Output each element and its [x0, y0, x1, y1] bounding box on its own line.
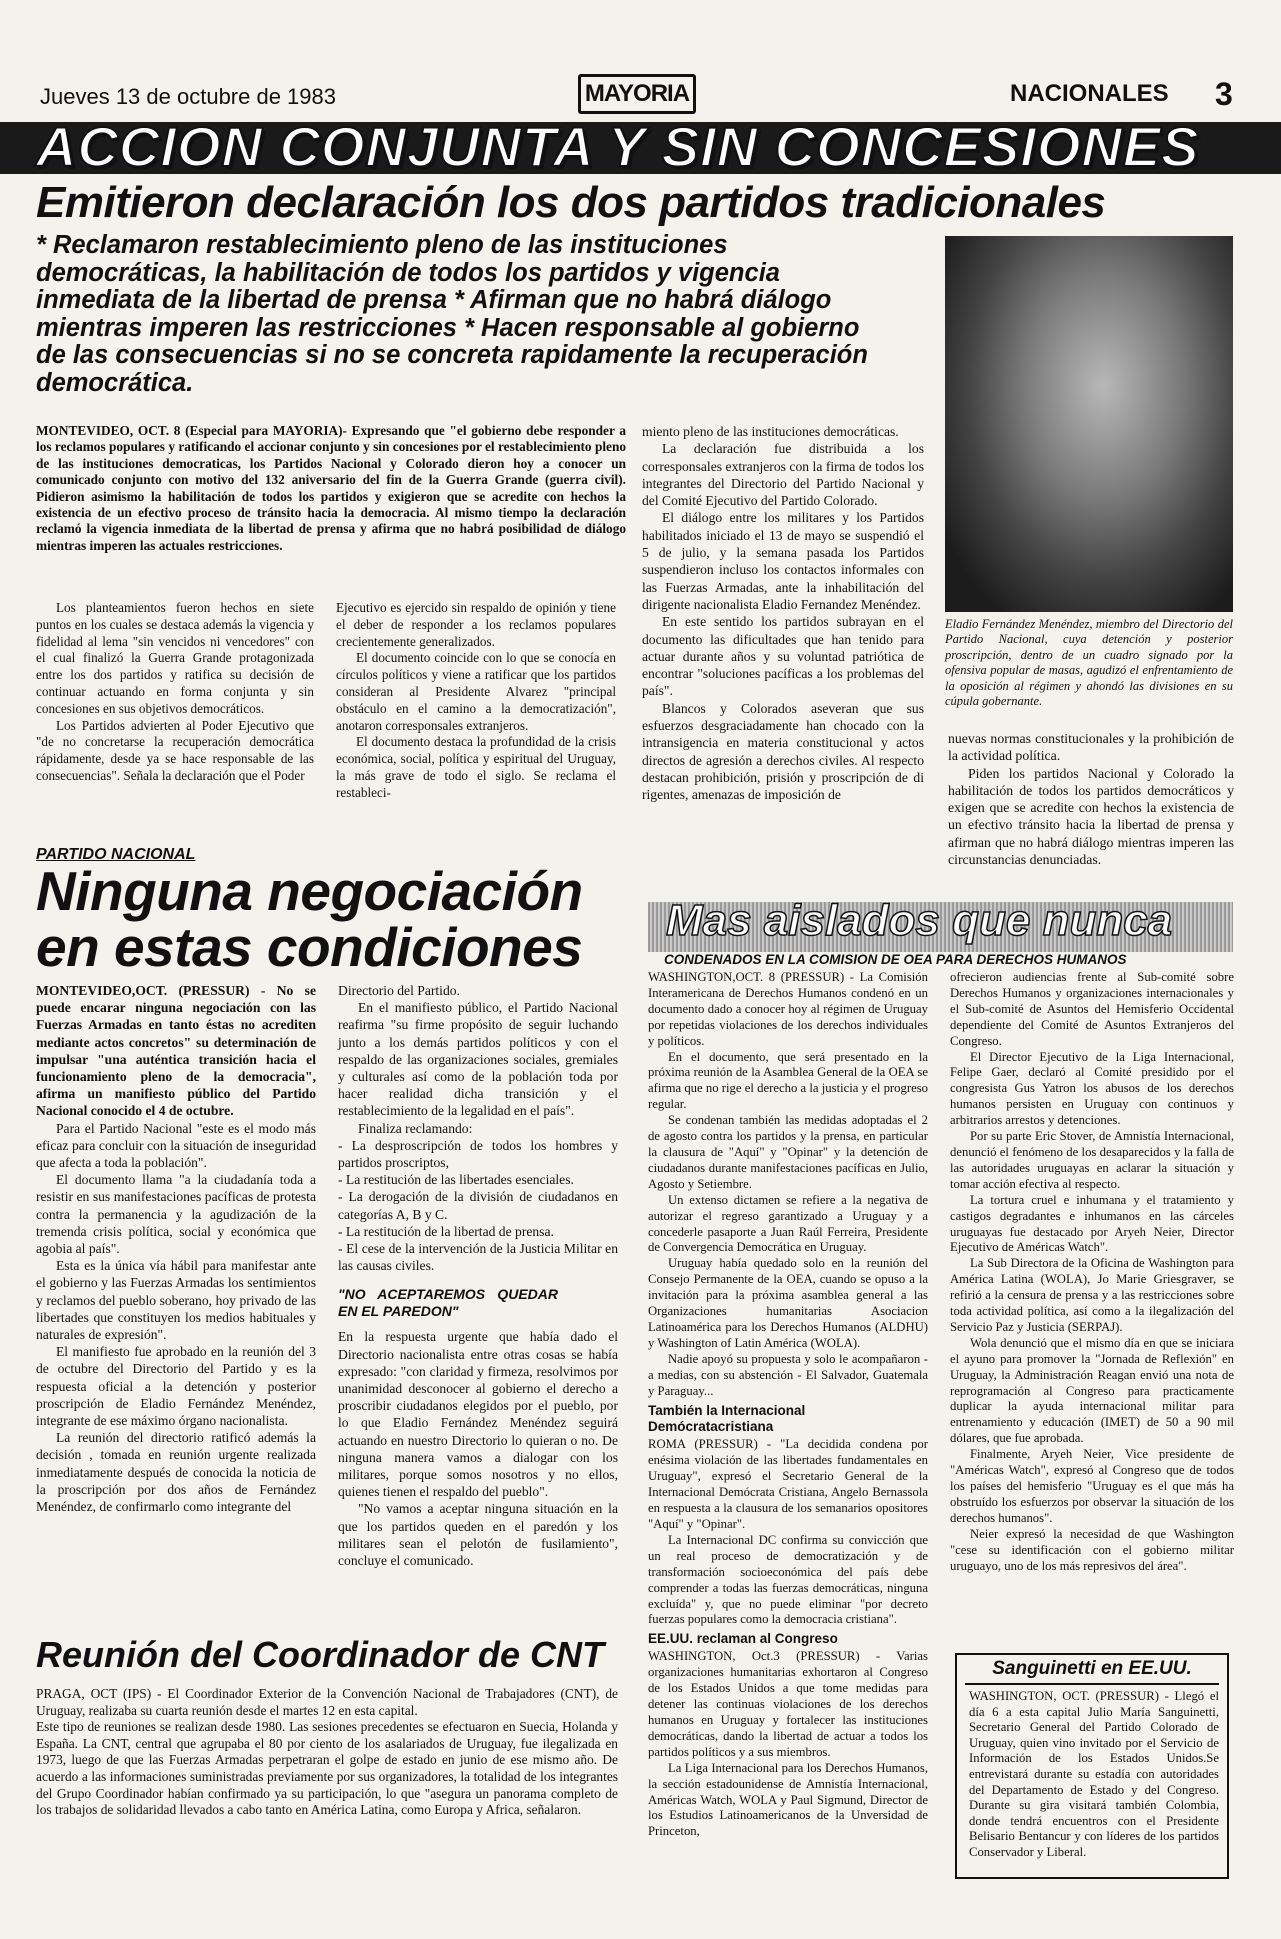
paredon-subhead: "NO ACEPTAREMOS QUEDAR EN EL PAREDON" — [338, 1286, 558, 1320]
aislados-col1 — [648, 970, 928, 1840]
paragraph: En el documento, que será presentado en la próxima reunión de la Asamblea General de la OEA se afirma que no rige el derecho a la justicia y el progreso regular. — [648, 1049, 928, 1112]
sanguinetti-headline: Sanguinetti en EE.UU. — [965, 1655, 1219, 1685]
paragraph: La Liga Internacional para los Derechos Humanos, la sección estadounidense de Amnistía Internacional, Américas Watch, WOLA y Paul Sigmund, Director de los Estudios Latinoamericanos de la Unversidad de Princeton, — [648, 1760, 928, 1839]
partido-nacional-headline-1: Ninguna negociación — [36, 860, 583, 922]
paragraph: Blancos y Colorados aseveran que sus esfuerzos desgraciadamente han chocado con la intransigencia en materia constitucional y actos directos de agresión a derechos civiles. Al respecto destacan prohibición, prisión y proscripción de di rigentes, amenazas de imposición de — [642, 700, 924, 803]
paragraph: Neier expresó la necesidad de que Washington "cese su identificación con el gobierno militar uruguayo, uno de los más represivos del área". — [950, 1526, 1234, 1573]
cnt-headline: Reunión del Coordinador de CNT — [36, 1634, 604, 1675]
main-col1 — [36, 600, 314, 785]
paragraph: Este tipo de reuniones se realizan desde 1980. Las sesiones precedentes se efectuaron en Suecia, Holanda y España. La CNT, central que agrupaba el 80 por ciento de los asalariados de Uruguay, fue ilegalizada en 1973, luego de que las Fuerzas Armadas perpetraran el golpe de estado en junio de ese mismo año. De acuerdo a las informaciones suministradas previamente por sus organizadores, la totalidad de los integrantes del Grupo Coordinador habían confirmado ya su participación, lo que "asegura un panorama completo de los trabajos de solidaridad llevados a cabo tanto en América Latina, como Europa y Africa, señalaron. — [36, 1719, 618, 1818]
banner-headline: ACCION CONJUNTA Y SIN CONCESIONES — [36, 115, 1200, 178]
list-item: - La derogación de la división de ciudadanos en categorías A, B y C. — [338, 1189, 618, 1222]
aislados-headline: Mas aislados que nunca — [666, 896, 1173, 945]
paragraph: En este sentido los partidos subrayan en el documento las dificultades que han tenido para actuar durante años y su voluntad patriótica de encontrar "soluciones pacíficas a los problemas del país". — [642, 614, 924, 699]
partido-nacional-col2 — [338, 982, 618, 1569]
paragraph: La Sub Directora de la Oficina de Washington para América Latina (WOLA), Jo Marie Griesgraver, se refirió a la censura de prensa y a las restricciones sobre toda actividad política, así como a la ilegalización del Servicio Paz y Justicia (SERPAJ). — [950, 1256, 1234, 1334]
paragraph: Uruguay había quedado solo en la reunión del Consejo Permanente de la OEA, cuando se opuso a la invitación para la próxima asamblea general a las Organizaciones humanitarias Asociacion Latinoamérica para los Derechos Humanos (ALDHU) y Washington of Latin América (WOLA). — [648, 1256, 928, 1350]
paragraph: miento pleno de las instituciones democráticas. — [642, 424, 899, 439]
paragraph: Nadie apoyó su propuesta y solo le acompañaron - a medias, con su abstención - El Salvador, Guatemala y Paraguay... — [648, 1351, 928, 1398]
partido-nacional-headline-2: en estas condiciones — [36, 916, 583, 978]
paragraph: La Internacional DC confirma su convicción que un real proceso de democratización y de transformación socioeconómica del país debe comprender a todas las fuerzas democráticas, ninguna excluída" y, que no puede eliminar "por decreto fuerzas populares como la democracia cristiana". — [648, 1532, 928, 1627]
sanguinetti-body: WASHINGTON, OCT. (PRESSUR) - Llegó el día 6 a esta capital Julio María Sanguinetti, Secretario General del Partido Colorado de Uruguay, quien vino invitado por el Servicio de Información de los Estados Unidos.Se entrevistará durante su estadía con autoridades del Departamento de Estado y del Congreso. Durante su gira visitará también Colombia, donde tendrá encuentros con el Presidente Belisario Bentancur y con líderes de los partidos Conservador y Liberal. — [969, 1689, 1219, 1859]
paragraph: PRAGA, OCT (IPS) - El Coordinador Exterior de la Convención Nacional de Trabajadores (CNT), de Uruguay, realizaba su cuarta reunión desde el martes 12 en esta capital. — [36, 1686, 618, 1718]
paragraph: Piden los partidos Nacional y Colorado la habilitación de todos los partidos democráticos y exigen que se acredite con hechos la existencia de un efectivo tránsito hacia la libertad de prensa y afirman que no habrá diálogo mientras imperen las circunstancias denunciadas. — [948, 765, 1234, 868]
eeuu-congreso-subhead: EE.UU. reclaman al Congreso — [648, 1631, 838, 1647]
paragraph: El diálogo entre los militares y los Partidos habilitados iniciado el 13 de mayo se suspendió el 5 de julio, y la semana pasada los Partidos suspendieron incluso los contactos informales con las Fuerzas Armadas, ante la inhabilitación del dirigente nacionalista Eladio Fernandez Menéndez. — [642, 510, 924, 612]
paragraph: El documento llama "a la ciudadanía toda a resistir en sus manifestaciones pacíficas de protesta contra la permanencia y la agudización de la tremenda crisis política, social y económica que agobia al país". — [36, 1172, 316, 1257]
paragraph: Por su parte Eric Stover, de Amnistía Internacional, denunció el fenómeno de los desaparecidos y la falla de las autoridades uruguayas en aclarar la situación y tomar acción efectiva al respecto. — [950, 1129, 1234, 1191]
paragraph: Se condenan también las medidas adoptadas el 2 de agosto contra los partidos y la prensa, en particular la clausura de "Aquí" y "Opinar" y la detención de ciudadanos durante manifestaciones pacíficas en Julio, Agosto y Setiembre. — [648, 1113, 928, 1191]
main-col2 — [336, 600, 616, 802]
page-number: 3 — [1215, 76, 1233, 112]
list-item: - La restitución de las libertades esenciales. — [338, 1172, 574, 1188]
paragraph: ROMA (PRESSUR) - "La decidida condena por enésima violación de las libertades fundamentales en Uruguay", expresó el Secretario General de la Internacional Demócrata Cristiana, Angelo Bernassola en respuesta a la clausura de los semanarios opositores "Aquí" y "Opinar". — [648, 1437, 928, 1531]
paragraph: Finalmente, Aryeh Neier, Vice presidente de "Américas Watch", expresó al Congreso que de todos los países del hemisferio "Uruguay es el que más ha obstruído los esfuerzos por observar la situación de los derechos humanos". — [950, 1447, 1234, 1525]
paragraph: Directorio del Partido. — [338, 983, 460, 998]
masthead-logo: MAYORIA — [578, 74, 696, 114]
paragraph: Wola denunció que el mismo día en que se iniciara el ayuno para promover la "Jornada de Reflexión" en Uruguay, la Administración Reagan envió una nota de reprogramación al Congreso para practicamente duplicar la ayuda internacional militar para entrenamiento y educación (IMET) de 50 a 90 mil dólares, que fue aprobada. — [950, 1335, 1234, 1446]
main-deck: * Reclamaron restablecimiento pleno de las instituciones democráticas, la habilitación de todos los partidos y vigencia inmediata de la libertad de prensa * Afirman que no habrá diálogo mientras imperen las restricciones * Hacen responsable al gobierno de las consecuencias si no se concreta rapidamente la recuperación democrática. — [36, 231, 868, 397]
aislados-col2 — [950, 970, 1234, 1574]
photo-eladio-fernandez — [945, 236, 1233, 612]
paragraph: nuevas normas constitucionales y la prohibición de la actividad política. — [948, 731, 1234, 764]
section-name: NACIONALES — [1010, 80, 1169, 107]
paragraph: El manifiesto fue aprobado en la reunión del 3 de octubre del Directorio del Partido y es la respuesta oficial a la detención y posterior proscripción de Eladio Fernández Menéndez, integrante de ese máximo órgano nacionalista. — [36, 1344, 316, 1429]
aislados-kicker: CONDENADOS EN LA COMISION DE OEA PARA DERECHOS HUMANOS — [664, 952, 1127, 967]
paragraph: WASHINGTON,OCT. 8 (PRESSUR) - La Comisión Interamericana de Derechos Humanos condenó en un documento dado a conocer hoy al régimen de Uruguay por repetidas violaciones de los derechos individuales y políticos. — [648, 970, 928, 1048]
main-lead: MONTEVIDEO, OCT. 8 (Especial para MAYORIA)- Expresando que "el gobierno debe responder a los reclamos populares y ratificando el accionar conjunto y sin concesiones por el restablecimiento pleno de las instituciones democraticas, los Partidos Nacional y Colorado dieron hoy a conocer un comunicado conjunto con motivo del 132 aniversario del fin de la Guerra Grande (guerra civil). Pidieron asimismo la habilitación de todos los partidos y exigieron que se acredite con hechos la existencia de un efectivo proceso de tránsito hacia la democracia. Al mismo tiempo la declaración reclamó la vigencia inmediata de la libertad de prensa y afirma que no habrá posibilidad de diálogo mientras imperen las actuales restricciones. — [36, 423, 626, 553]
paragraph: Ejecutivo es ejercido sin respaldo de opinión y tiene el deber de responder a los reclamos populares crecientemente generalizados. — [336, 600, 616, 649]
cnt-body — [36, 1686, 618, 1819]
list-item: - La restitución de la libertad de prensa. — [338, 1223, 554, 1239]
partido-nacional-kicker: PARTIDO NACIONAL — [36, 846, 196, 863]
paragraph: Esta es la única vía hábil para manifestar ante el gobierno y las Fuerzas Armadas los sentimientos y reclamos del pueblo soberano, hoy privado de las libertades que constituyen los medios habituales y naturales de expresión". — [36, 1258, 316, 1343]
paragraph: La tortura cruel e inhumana y el tratamiento y castigos degradantes e inhumanos en las cárceles uruguayas fue destacado por Aryeh Neier, Director Ejecutivo de Américas Watch". — [950, 1192, 1234, 1255]
paragraph: Los planteamientos fueron hechos en siete puntos en los cuales se destaca además la vigencia y fidelidad al lema "sin vencidos ni vencedores" con el cual finalizó la Guerra Grande protagonizada entre los dos partidos y ratifica su decisión de continuar actuando en forma conjunta y sin concesiones en sus objetivos democráticos. — [36, 600, 314, 716]
paragraph: En la respuesta urgente que había dado el Directorio nacionalista entre otras cosas se había expresado: "con claridad y firmeza, resolvimos por unanimidad desconocer al gobierno el derecho a proscribir ciudadanos elegidos por el pueblo, por lo que Eladio Fernández Menéndez seguirá actuando en nuestro Directorio lo quieran o no. De ninguna manera vamos a dialogar con los militares, porque somos nosotros y no ellos, quienes tienen el respaldo del pueblo". — [338, 1329, 618, 1500]
paragraph: Los Partidos advierten al Poder Ejecutivo que "de no concretarse la recuperación democrática rápidamente, desde ya se hace responsable de las consecuencias". Señala la declaración que el Poder — [36, 717, 314, 783]
paragraph: Finaliza reclamando: — [358, 1120, 473, 1136]
partido-nacional-lead: MONTEVIDEO,OCT. (PRESSUR) - No se puede encarar ninguna negociación con las Fuerzas Armadas en tanto éstas no acrediten mediante actos concretos" su determinación de impulsar "una auténtica transición hacia el funcionamiento pleno de la democracia", afirma un manifiesto público del Partido Nacional conocido el 4 de octubre. — [36, 983, 316, 1119]
paragraph: La reunión del directorio ratificó además la decisión , tomada en reunión urgente realizada inmediatamente después de conocida la noticia de la proscripción por dos años de Fernández Menéndez, de confirmarlo como integrante del — [36, 1430, 316, 1515]
paragraph: La declaración fue distribuida a los corresponsales extranjeros con la firma de todos los integrantes del Directorio del Partido Nacional y del Comité Ejecutivo del Partido Colorado. — [642, 441, 924, 509]
internacional-dc-subhead: También la Internacional Demócratacristiana — [648, 1403, 806, 1435]
main-col3 — [642, 423, 924, 804]
photo-caption: Eladio Fernández Menéndez, miembro del Directorio del Partido Nacional, cuya detención y posterior proscripción, dentro de un cuadro signado por la ofensiva popular de masas, agudizó el enfrentamiento de la oposición al régimen y ahondó las divisiones en su cúpula gobernante. — [945, 617, 1233, 709]
paragraph: El Director Ejecutivo de la Liga Internacional, Felipe Gaer, declaró al Comité presidido por el congresista Gus Yatron los abusos de los derechos humanos persisten en Uruguay con continuos y arbitrarios arrestos y detenciones. — [950, 1049, 1234, 1128]
paragraph: En el manifiesto público, el Partido Nacional reafirma "su firme propósito de seguir luchando junto a los demás partidos políticos y con el respaldo de las organizaciones sociales, gremiales y culturales así como de la población toda por hacer realidad dicha transición y el restablecimiento de la legalidad en el país". — [338, 1000, 618, 1119]
main-headline: Emitieron declaración los dos partidos tradicionales — [36, 178, 1106, 227]
paragraph: El documento destaca la profundidad de la crisis económica, social, política y espiritual del Uruguay, la más grave de todo el siglo. Se reclama el restableci- — [336, 734, 616, 800]
issue-date: Jueves 13 de octubre de 1983 — [40, 84, 337, 109]
list-item: - La desproscripción de todos los hombres y partidos proscriptos, — [338, 1137, 618, 1171]
paragraph: WASHINGTON, Oct.3 (PRESSUR) - Varias organizaciones humanitarias exhortaron al Congreso de los Estados Unidos a que tome medidas para detener las continuas violaciones de los derechos humanos en Uruguay y fortalecer las instituciones democráticas, dando la libertad de actuar a todos los partidos políticos y a sus miembros. — [648, 1649, 928, 1759]
partido-nacional-col1 — [36, 982, 316, 1515]
demands-list — [338, 1137, 618, 1275]
paragraph: Un extenso dictamen se refiere a la negativa de autorizar el regreso garantizado a Uruguay y a concederle pasaporte a Juan Raúl Ferreira, Presidente de Convergencia Democrática en Uruguay. — [648, 1192, 928, 1255]
sanguinetti-box — [955, 1653, 1229, 1879]
list-item: - El cese de la intervención de la Justicia Militar en las causas civiles. — [338, 1241, 618, 1274]
paragraph: Para el Partido Nacional "este es el modo más eficaz para concluir con la situación de inseguridad que afecta a toda la población". — [36, 1120, 316, 1171]
paragraph: El documento coincide con lo que se conocía en círculos políticos y viene a ratificar que los partidos consideran al Presidente Alvarez "principal obstáculo en el camino a la democratización", anotaron corresponsales extranjeros. — [336, 650, 616, 733]
paragraph: ofrecieron audiencias frente al Sub-comité sobre Derechos Humanos y organizaciones internacionales y el Sub-comité de Asuntos del Hemisferio Occidental dependiente del Comité de Asuntos Extranjeros del Congreso. — [950, 970, 1234, 1048]
main-col4 — [948, 730, 1234, 868]
paragraph: "No vamos a aceptar ninguna situación en la que los partidos queden en el paredón y los militares sean el pelotón de fusilamiento", concluye el comunicado. — [338, 1501, 618, 1569]
